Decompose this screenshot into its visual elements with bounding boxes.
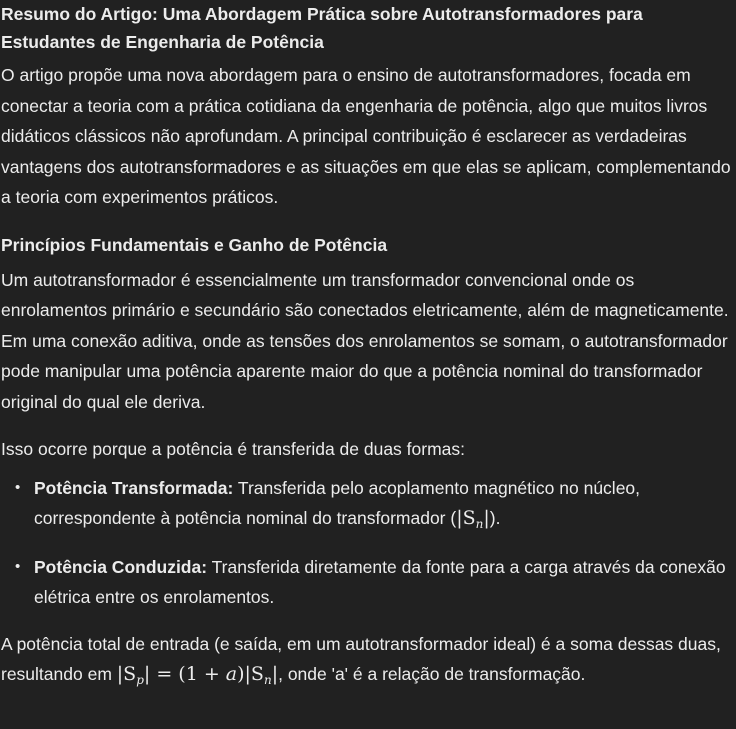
bullet-text: Transferida diretamente da fonte para a carga através da conexão elétrica entre os enrolamentos. bbox=[34, 556, 726, 607]
intro-paragraph: O artigo propõe uma nova abordagem para o ensino de autotransformadores, focada em conectar a teoria com a prática cotidiana da engenharia de potência, algo que muitos livros didáticos clássicos não aprofundam. A principal contribuição é esclarecer as verdadeiras vantagens dos autotransformadores e as situações em que elas se aplicam, complementando a teoria com experimentos práticos. bbox=[1, 65, 731, 207]
bullet-text-end: ). bbox=[489, 508, 501, 528]
total-power-paragraph bbox=[1, 629, 736, 690]
bullet-text: Transferida pelo acoplamento magnético no núcleo, correspondente à potência nominal do transformador ( bbox=[34, 477, 641, 528]
list-item-conducted-power bbox=[1, 552, 736, 613]
power-types-list bbox=[1, 473, 736, 613]
math-sn: $|S_n|$ bbox=[456, 507, 490, 531]
section-heading: Princípios Fundamentais e Ganho de Potência bbox=[1, 234, 388, 255]
section-paragraph: Um autotransformador é essencialmente um transformador convencional onde os enrolamentos primário e secundário são conectados eletricamente, além de magneticamente. Em uma conexão aditiva, onde as tensões dos enrolamentos se somam, o autotransformador pode manipular uma potência aparente maior do que a potência nominal do transformador original do qual ele deriva. bbox=[1, 269, 729, 412]
title-line-1: Resumo do Artigo: Uma Abordagem Prática sobre Autotransformadores para bbox=[1, 4, 643, 24]
bullet-term: Potência Transformada: bbox=[34, 477, 234, 498]
total-after: , onde 'a' é a relação de transformação. bbox=[278, 664, 586, 684]
formula-total-power: $|S_p| = (1 + a)|S_n|$ bbox=[116, 663, 279, 687]
list-item-transformed-power bbox=[1, 473, 736, 534]
bullet-term: Potência Conduzida: bbox=[34, 556, 208, 577]
bullet-icon: • bbox=[15, 478, 21, 496]
total-text: A potência total de entrada (e saída, em um autotransformador ideal) é a soma dessas duas, resultando em bbox=[1, 633, 721, 684]
title-line-2: Estudantes de Engenharia de Potência bbox=[1, 32, 324, 52]
summary-title bbox=[1, 0, 736, 56]
transfer-intro: Isso ocorre porque a potência é transferida de duas formas: bbox=[1, 439, 466, 459]
bullet-icon: • bbox=[15, 557, 21, 575]
